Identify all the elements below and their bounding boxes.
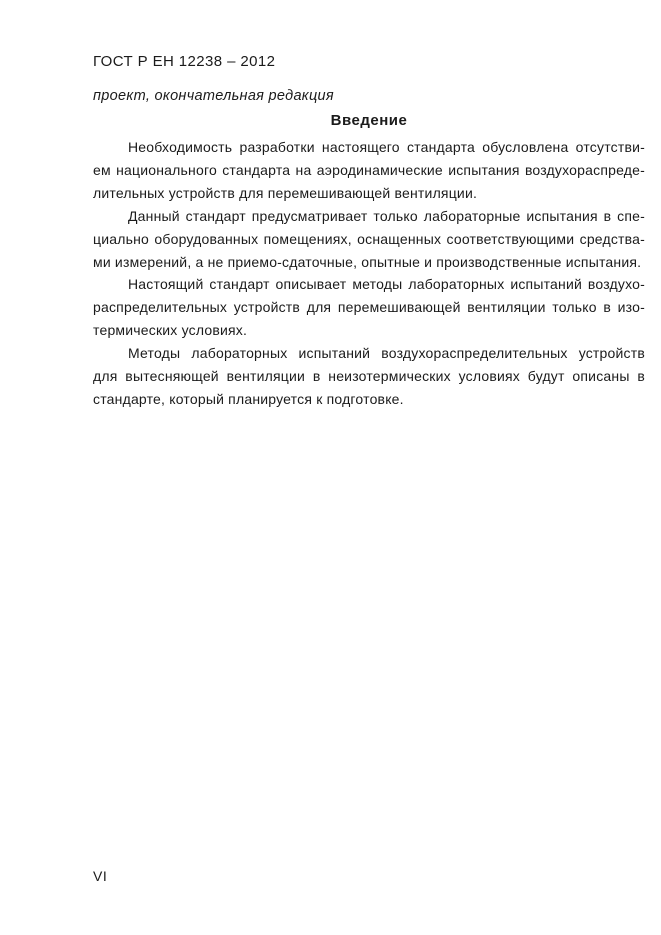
text-line: Данный стандарт предусматривает только лабораторные испытания в спе- — [128, 207, 645, 224]
introduction-paragraphs — [93, 136, 645, 411]
paragraph — [93, 273, 645, 342]
text-line: для вытесняющей вентиляции в неизотермических условиях будут описаны в — [93, 368, 645, 385]
paragraph — [93, 136, 645, 205]
text-line: Настоящий стандарт описывает методы лабораторных испытаний воздухо- — [128, 276, 645, 293]
draft-edition-note: проект, окончательная редакция — [93, 88, 334, 104]
text-line: лительных устройств для перемешивающей вентиляции. — [93, 184, 478, 201]
text-line: ем национального стандарта на аэродинамические испытания воздухораспреде- — [93, 161, 645, 178]
text-line: стандарте, который планируется к подготовке. — [93, 390, 404, 407]
text-line: ми измерений, а не приемо-сдаточные, опытные и производственные испытания. — [93, 253, 642, 270]
text-line: Необходимость разработки настоящего стандарта обусловлена отсутстви- — [128, 139, 645, 155]
paragraph — [93, 342, 645, 411]
section-title: Введение — [330, 112, 408, 129]
document-designation: ГОСТ Р ЕН 12238 – 2012 — [93, 53, 276, 70]
text-line: распределительных устройств для перемешивающей вентиляции только в изо- — [93, 299, 645, 316]
page-number: VI — [93, 868, 108, 884]
paragraph — [93, 205, 645, 274]
text-line: термических условиях. — [93, 322, 248, 339]
text-line: циально оборудованных помещениях, оснащенных соответствующими средства- — [93, 230, 645, 247]
text-line: Методы лабораторных испытаний воздухораспределительных устройств — [128, 345, 645, 362]
